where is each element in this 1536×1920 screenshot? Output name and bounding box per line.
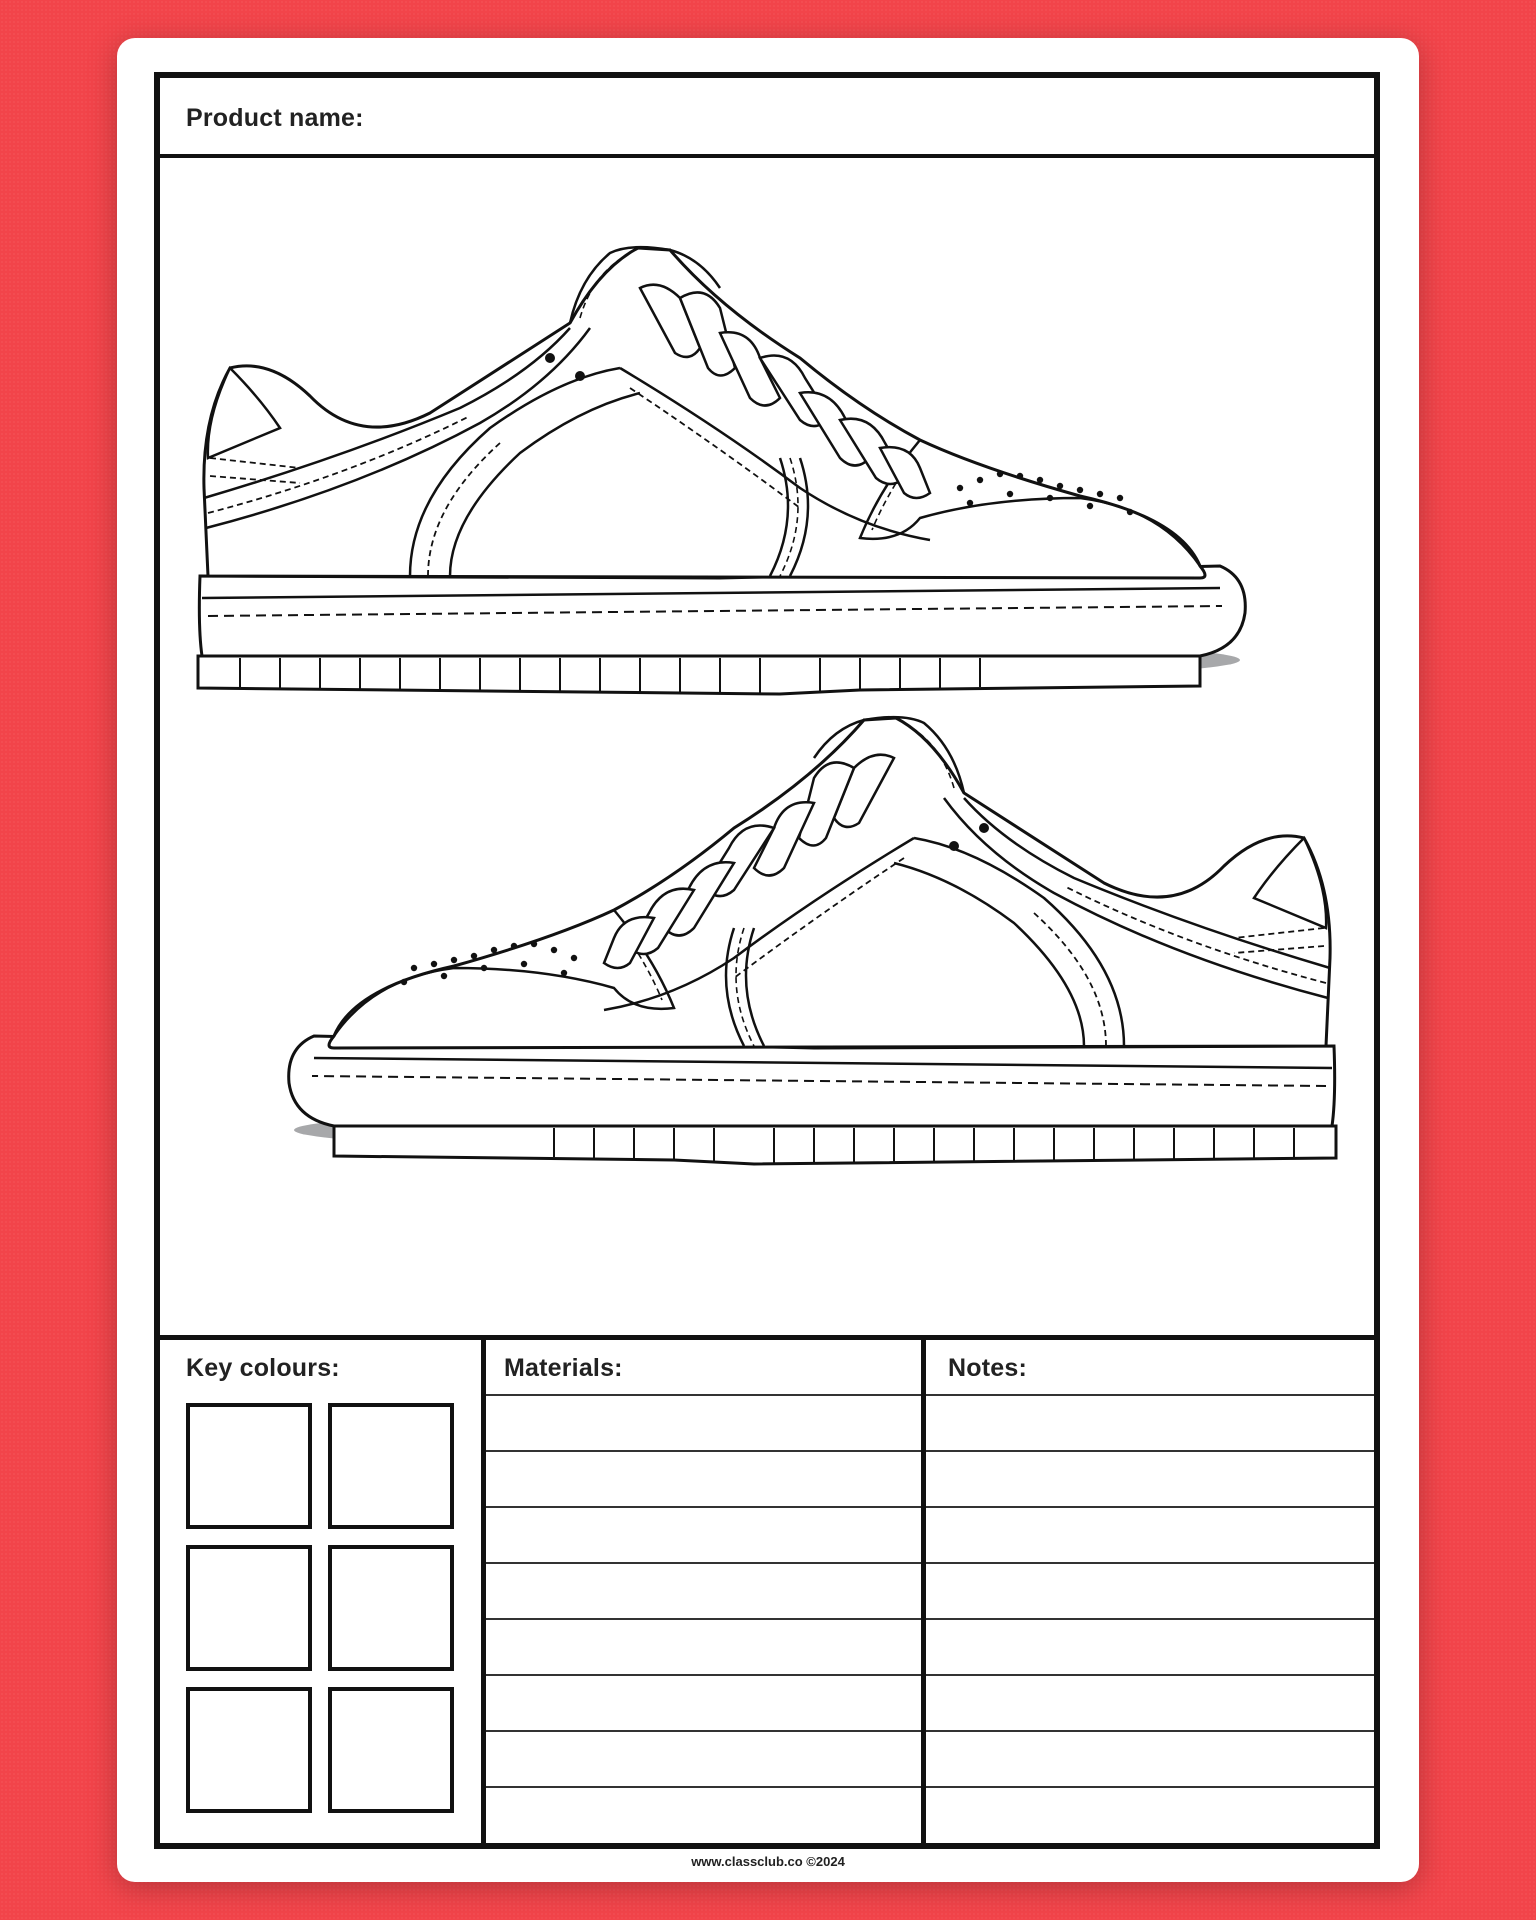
writing-line[interactable] [926, 1506, 1374, 1508]
writing-line[interactable] [926, 1450, 1374, 1452]
writing-line[interactable] [926, 1674, 1374, 1676]
colour-swatch[interactable] [186, 1403, 312, 1529]
notes-panel [926, 1340, 1374, 1843]
key-colours-panel [160, 1340, 486, 1843]
writing-line[interactable] [926, 1618, 1374, 1620]
writing-line[interactable] [486, 1618, 921, 1620]
product-name-bar [160, 78, 1374, 158]
writing-line[interactable] [486, 1730, 921, 1732]
worksheet-sheet [117, 38, 1419, 1882]
sneaker-illustrations [160, 158, 1374, 1335]
colour-swatch[interactable] [328, 1403, 454, 1529]
writing-line[interactable] [486, 1674, 921, 1676]
colour-swatch[interactable] [186, 1545, 312, 1671]
key-colours-label: Key colours: [186, 1354, 340, 1382]
materials-panel [486, 1340, 926, 1843]
colour-swatch[interactable] [328, 1545, 454, 1671]
sneaker-bottom-facing-left [289, 717, 1336, 1164]
writing-line[interactable] [926, 1730, 1374, 1732]
drawing-area [160, 158, 1374, 1335]
writing-line[interactable] [486, 1786, 921, 1788]
writing-line[interactable] [486, 1450, 921, 1452]
writing-line[interactable] [486, 1394, 921, 1396]
worksheet-frame [154, 72, 1380, 1849]
colour-swatch[interactable] [328, 1687, 454, 1813]
colour-swatch[interactable] [186, 1687, 312, 1813]
notes-label: Notes: [948, 1354, 1027, 1382]
writing-line[interactable] [486, 1506, 921, 1508]
materials-label: Materials: [504, 1354, 623, 1382]
footer-credit: www.classclub.co ©2024 [691, 1854, 845, 1869]
writing-line[interactable] [926, 1786, 1374, 1788]
worksheet-bottom-section [160, 1335, 1374, 1843]
writing-line[interactable] [926, 1394, 1374, 1396]
product-name-label: Product name: [186, 104, 364, 132]
writing-line[interactable] [486, 1562, 921, 1564]
sneaker-top-facing-right [198, 247, 1245, 694]
writing-line[interactable] [926, 1562, 1374, 1564]
